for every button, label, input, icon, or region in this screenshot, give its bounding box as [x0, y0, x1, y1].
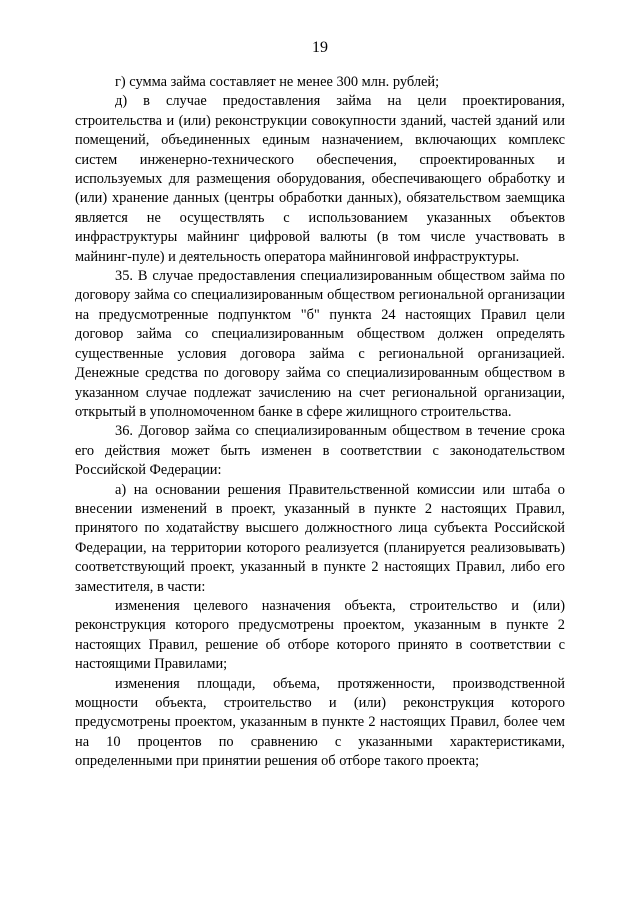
- paragraph-subitem-g: г) сумма займа составляет не менее 300 млн. рублей;: [115, 74, 440, 90]
- document-body: [75, 73, 565, 772]
- paragraph-purpose-change: изменения целевого назначения объекта, строительство и (или) реконструкция которого предусмотрены проектом, указанным в пункте 2 настоящих Правил, решение об отборе которого принято в соответствии с настоящими Правилами;: [75, 597, 565, 673]
- paragraph-item-35: 35. В случае предоставления специализированным обществом займа по договору займа со специализированным обществом региональной организации на предусмотренные подпунктом "б" пункта 24 настоящих Правил цели договор займа со специализированным обществом должен определять существенные условия договора займа с региональной организацией. Денежные средства по договору займа со специализированным обществом в указанном случае подлежат зачислению на счет региональной организации, открытый в уполномоченном банке в сфере жилищного строительства.: [75, 268, 565, 420]
- paragraph-subitem-d: д) в случае предоставления займа на цели проектирования, строительства и (или) реконструкции совокупности зданий, частей зданий или помещений, объединенных единым назначением, включающих комплекс систем инженерно-технического обеспечения, спроектированных и используемых для размещения оборудования, обеспечивающего обработку и (или) хранение данных (центры обработки данных), обязательством заемщика является не осуществлять с использованием указанных объектов инфраструктуры майнинг цифровой валюты (в том числе участвовать в майнинг-пуле) и деятельность оператора майнинговой инфраструктуры.: [75, 93, 565, 265]
- paragraph-subitem-a: а) на основании решения Правительственной комиссии или штаба о внесении изменений в проект, указанный в пункте 2 настоящих Правил, принятого по ходатайству высшего должностного лица субъекта Российской Федерации, на территории которого реализуется (планируется реализовывать) соответствующий проект, указанный в пункте 2 настоящих Правил, либо его заместителя, в части:: [75, 481, 565, 595]
- page-number: 19: [312, 39, 328, 56]
- paragraph-item-36: 36. Договор займа со специализированным обществом в течение срока его действия может быть изменен в соответствии с законодательством Российской Федерации:: [75, 423, 565, 479]
- paragraph-capacity-change: изменения площади, объема, протяженности, производственной мощности объекта, строительство и (или) реконструкция которого предусмотрены проектом, указанным в пункте 2 настоящих Правил, более чем на 10 процентов по сравнению с указанными характеристиками, определенными при принятии решения об отборе такого проекта;: [75, 675, 565, 770]
